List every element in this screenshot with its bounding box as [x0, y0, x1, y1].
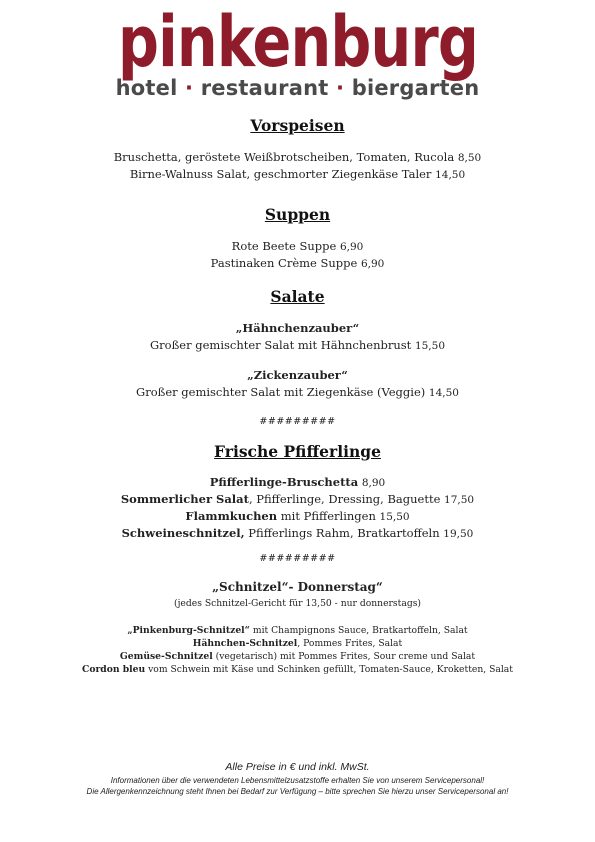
menu-item	[0, 166, 595, 184]
item-text: Bruschetta, geröstete Weißbrotscheiben, Tomaten, Rucola	[113, 150, 455, 164]
additives-info: Informationen über die verwendeten Lebensmittelzusatzstoffe erhalten Sie von unserem Servicepersonal!	[110, 776, 485, 785]
item-name: Flammkuchen	[185, 509, 278, 523]
item-text: (vegetarisch) mit Pommes Frites, Sour creme und Salat	[212, 651, 476, 662]
item-name: Sommerlicher Salat	[120, 492, 249, 506]
section-vorspeisen	[0, 116, 595, 135]
item-price: 15,50	[379, 511, 410, 523]
item-text: Pfifferlings Rahm, Bratkartoffeln	[244, 526, 440, 540]
section-heading: Suppen	[264, 205, 331, 224]
menu-item	[0, 238, 595, 256]
item-text: vom Schwein mit Käse und Schinken gefüllt, Tomaten-Sauce, Kroketten, Salat	[145, 664, 513, 675]
menu-item	[0, 624, 595, 638]
item-name: „Hähnchenzauber“	[235, 321, 360, 335]
item-text: Großer gemischter Salat mit Hähnchenbrust	[150, 338, 412, 352]
item-price: 17,50	[444, 494, 475, 506]
schnitzel-heading: „Schnitzel“- Donnerstag“	[212, 580, 383, 594]
item-price: 19,50	[443, 528, 474, 540]
section-suppen	[0, 205, 595, 224]
item-text: Großer gemischter Salat mit Ziegenkäse (Veggie)	[136, 385, 426, 399]
item-name: „Pinkenburg-Schnitzel“	[127, 625, 250, 636]
logo-tagline	[0, 76, 595, 100]
tagline-biergarten: biergarten	[351, 76, 480, 100]
menu-item	[0, 255, 595, 273]
item-name: Gemüse-Schnitzel	[119, 651, 213, 662]
separator: #########	[259, 416, 336, 427]
item-text: Birne-Walnuss Salat, geschmorter Ziegenkäse Taler	[129, 167, 432, 181]
item-text: , Pfifferlinge, Dressing, Baguette	[248, 492, 441, 506]
separator: #########	[259, 553, 336, 564]
item-price: 6,90	[360, 258, 385, 270]
prices-note: Alle Preise in € und inkl. MwSt.	[225, 761, 370, 773]
logo-wordmark-text: pinkenburg	[118, 1, 478, 83]
pinkenburg-logo	[112, 1, 484, 83]
tagline-restaurant: restaurant	[200, 76, 329, 100]
section-heading: Vorspeisen	[250, 116, 345, 135]
section-salate	[0, 287, 595, 306]
tagline-dot: ·	[185, 76, 194, 100]
menu-item	[0, 637, 595, 651]
item-text: mit Pfifferlingen	[277, 509, 376, 523]
item-name: Hähnchen-Schnitzel	[192, 638, 298, 649]
tagline-hotel: hotel	[115, 76, 178, 100]
item-price: 14,50	[428, 387, 459, 399]
item-name: Schweineschnitzel,	[121, 526, 245, 540]
menu-item	[0, 508, 595, 526]
menu-item	[0, 337, 595, 355]
schnitzel-subheading: (jedes Schnitzel-Gericht für 13,50 - nur donnerstags)	[174, 598, 421, 609]
menu-item	[0, 384, 595, 402]
menu-item	[0, 149, 595, 167]
item-text: Pastinaken Crème Suppe	[210, 256, 358, 270]
item-text: , Pommes Frites, Salat	[297, 638, 403, 649]
item-name: „Zickenzauber“	[247, 368, 348, 382]
item-price: 14,50	[435, 169, 466, 181]
menu-item	[0, 474, 595, 492]
item-text: Rote Beete Suppe	[231, 239, 337, 253]
item-price: 8,50	[457, 152, 482, 164]
menu-item	[0, 650, 595, 664]
item-name: Cordon bleu	[82, 664, 146, 675]
menu-item	[0, 525, 595, 543]
allergen-info: Die Allergenkennzeichnung steht Ihnen bei Bedarf zur Verfügung – bitte sprechen Sie hierzu unser Servicepersonal an!	[86, 787, 509, 796]
item-text: mit Champignons Sauce, Bratkartoffeln, Salat	[249, 625, 468, 636]
section-heading: Salate	[270, 287, 325, 306]
section-heading: Frische Pfifferlinge	[214, 442, 381, 461]
section-pfifferlinge	[0, 442, 595, 461]
item-price: 8,90	[361, 477, 386, 489]
item-name: Pfifferlinge-Bruschetta	[209, 475, 359, 489]
item-price: 6,90	[339, 241, 364, 253]
tagline-dot: ·	[336, 76, 345, 100]
menu-item	[0, 491, 595, 509]
menu-item	[0, 663, 595, 677]
item-price: 15,50	[414, 340, 445, 352]
